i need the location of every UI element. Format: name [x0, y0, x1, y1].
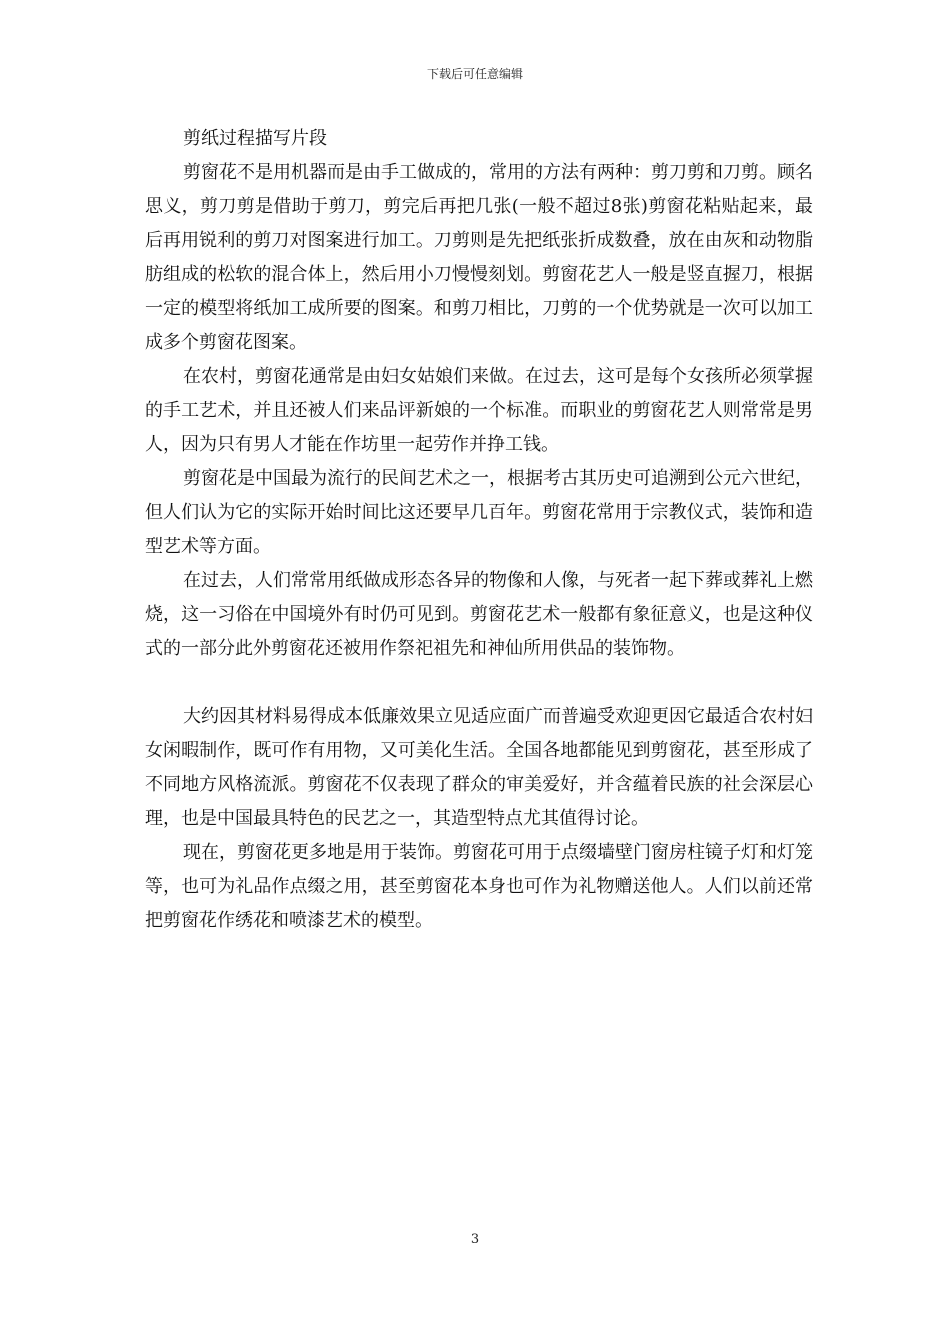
document-body [145, 122, 813, 938]
page-number: 3 [470, 1232, 480, 1247]
paragraph-history: 剪窗花是中国最为流行的民间艺术之一，根据考古其历史可追溯到公元六世纪，但人们认为它的实际开始时间比这还要早几百年。剪窗花常用于宗教仪式，装饰和造型艺术等方面。 [145, 468, 813, 557]
document-title: 剪纸过程描写片段 [183, 128, 327, 149]
paragraph-popularity: 大约因其材料易得成本低廉效果立见适应面广而普遍受欢迎更因它最适合农村妇女闲暇制作，既可作有用物，又可美化生活。全国各地都能见到剪窗花，甚至形成了不同地方风格流派。剪窗花不仅表现了群众的审美爱好，并含蕴着民族的社会深层心理，也是中国最具特色的民艺之一，其造型特点尤其值得讨论。 [145, 706, 813, 829]
paragraph-gap [145, 666, 813, 700]
paragraph-rural-makers: 在农村，剪窗花通常是由妇女姑娘们来做。在过去，这可是每个女孩所必须掌握的手工艺术，并且还被人们来品评新娘的一个标准。而职业的剪窗花艺人则常常是男人，因为只有男人才能在作坊里一起劳作并挣工钱。 [145, 366, 813, 455]
page-header: 下载后可任意编辑 [426, 67, 523, 81]
paragraph-cutting-methods: 剪窗花不是用机器而是由手工做成的，常用的方法有两种：剪刀剪和刀剪。顾名思义，剪刀剪是借助于剪刀，剪完后再把几张(一般不超过8张)剪窗花粘贴起来，最后再用锐利的剪刀对图案进行加工。刀剪则是先把纸张折成数叠，放在由灰和动物脂肪组成的松软的混合体上，然后用小刀慢慢刻划。剪窗花艺人一般是竖直握刀，根据一定的模型将纸加工成所要的图案。和剪刀相比，刀剪的一个优势就是一次可以加工成多个剪窗花图案。 [145, 162, 813, 353]
paragraph-rituals: 在过去，人们常常用纸做成形态各异的物像和人像，与死者一起下葬或葬礼上燃烧，这一习俗在中国境外有时仍可见到。剪窗花艺术一般都有象征意义，也是这种仪式的一部分此外剪窗花还被用作祭祀祖先和神仙所用供品的装饰物。 [145, 570, 813, 659]
paragraph-modern-use: 现在，剪窗花更多地是用于装饰。剪窗花可用于点缀墙壁门窗房柱镜子灯和灯笼等，也可为礼品作点缀之用，甚至剪窗花本身也可作为礼物赠送他人。人们以前还常把剪窗花作绣花和喷漆艺术的模型。 [145, 842, 813, 931]
